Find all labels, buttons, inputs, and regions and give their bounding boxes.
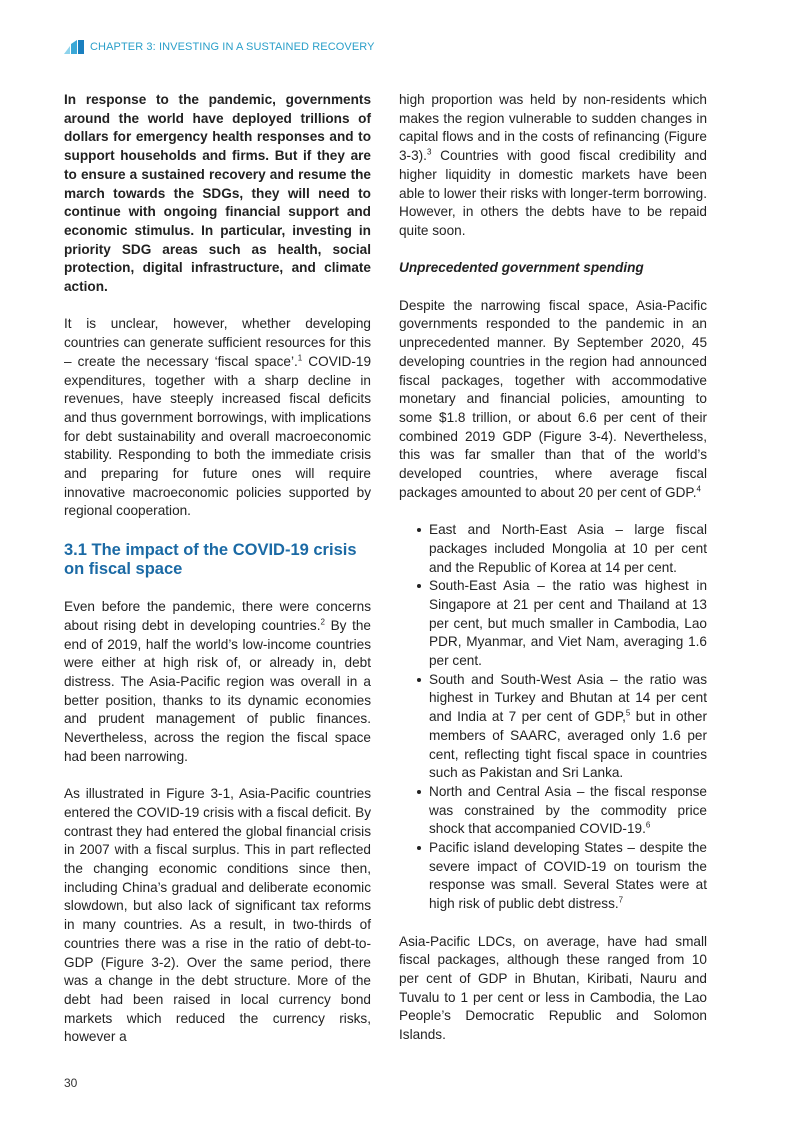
chapter-heading [90,41,375,53]
lead-paragraph: In response to the pandemic, governments around the world have deployed trillions of dollars for emergency health responses and to support households and firms. But if they are to ensure a sustained recovery and resume the march towards the SDGs, they will need to continue with ongoing financial support and economic stimulus. In particular, investing in priority SDG areas such as health, social protection, digital infrastructure, and climate action. [64,92,371,295]
list-item: Pacific island developing States – despite the severe impact of COVID-19 on tourism the response was small. Several States were at high risk of public debt distress.$^7$ [399,839,707,914]
chapter-logo-icon [64,40,84,54]
ldc-paragraph: Asia-Pacific LDCs, on average, have had small fiscal packages, although these ranged from 10 per cent of GDP in Bhutan, Kiribati, Nauru and Tuvalu to 1 per cent or less in Cambodia, the Lao People’s Democratic Republic and Solomon Islands. [399,933,707,1043]
list-item: South and South-West Asia – the ratio was highest in Turkey and Bhutan at 14 per cent and India at 7 per cent of GDP,$^5$ but in other members of SAARC, averaged only 1.6 per cent, reflecting tight fiscal space in countries such as Pakistan and Sri Lanka. [399,671,707,783]
page-number: 30 [64,1076,78,1090]
footnote-ref[interactable]: 3 [426,147,432,157]
chapter-label: CHAPTER 3 [90,41,153,53]
continued-paragraph: high proportion was held by non-residents which makes the region vulnerable to sudden changes in capital flows and in the costs of refinancing (Figure 3-3).$^3$ Countries with good fiscal credibility and higher liquidity in domestic markets have been able to lower their risks with longer-term borrowing. However, in others the debts have to be repaid quite soon. [399,92,707,238]
rising-debt-paragraph: Even before the pandemic, there were concerns about rising debt in developing countries.$^2$ By the end of 2019, half the world’s low-income countries were either at high risk of, or already in, debt distress. The Asia-Pacific region was overall in a better position, thanks to its dynamic economies and prudent management of public finances. Nevertheless, across the region the fiscal space had been narrowing. [64,599,371,764]
footnote-ref[interactable]: 1 [297,353,303,363]
running-header [64,37,375,57]
footnote-ref[interactable]: 4 [696,484,701,494]
fiscal-space-paragraph: It is unclear, however, whether developing countries can generate sufficient resources for this – create the necessary ‘fiscal space’.$^1$ COVID-19 expenditures, together with a sharp decline in revenues, have steeply increased fiscal deficits and thus government borrowings, with implications for debt sustainability and overall macroeconomic stability. Responding to both the immediate crisis and preparing for future ones will require innovative macroeconomic policies supported by regional cooperation. [64,316,371,519]
figure-reference-paragraph: As illustrated in Figure 3-1, Asia-Pacific countries entered the COVID-19 crisis with a fiscal deficit. By contrast they had entered the global financial crisis in 2007 with a fiscal surplus. This in part reflected the changing economic conditions since then, including China’s gradual and deliberate economic slowdown, but also lack of significant tax reforms in many countries. As a result, in two-thirds of countries there was a rise in the ratio of debt-to-GDP (Figure 3-2). Over the same period, there was a change in the debt structure. More of the debt had been raised in local currency bond markets which reduced the currency risks, however a [64,786,371,1045]
footnote-ref[interactable]: 7 [618,895,624,905]
right-column [399,91,707,1045]
footnote-ref[interactable]: 6 [645,820,651,830]
section-title: 3.1 The impact of the COVID-19 crisis on fiscal space [64,541,357,579]
footnote-ref[interactable]: 2 [320,617,325,627]
footnote-ref[interactable]: 5 [625,708,631,718]
list-item: South-East Asia – the ratio was highest in Singapore at 21 per cent and Thailand at 13 per cent, but much smaller in Cambodia, Lao PDR, Myanmar, and Viet Nam, averaging 1.6 per cent. [399,577,707,671]
spending-paragraph: Despite the narrowing fiscal space, Asia-Pacific governments responded to the pandemic in an unprecedented manner. By September 2020, 45 developing countries in the region had announced fiscal packages, together with accommodative monetary and financial policies, amounting to some $1.8 trillion, or about 6.6 per cent of their combined 2019 GDP (Figure 3-4). Nevertheless, this was far smaller than that of the world’s developed countries, where average fiscal packages amounted to about 20 per cent of GDP.$^4$ [399,297,707,500]
list-item: North and Central Asia – the fiscal response was constrained by the commodity price shock that accompanied COVID-19.$^6$ [399,783,707,839]
subheading: Unprecedented government spending [399,260,644,276]
list-item: East and North-East Asia – large fiscal packages included Mongolia at 10 per cent and the Republic of Korea at 14 per cent. [399,521,707,577]
chapter-title: : INVESTING IN A SUSTAINED RECOVERY [152,41,375,53]
left-column [64,91,371,1047]
subregion-list [399,521,707,914]
